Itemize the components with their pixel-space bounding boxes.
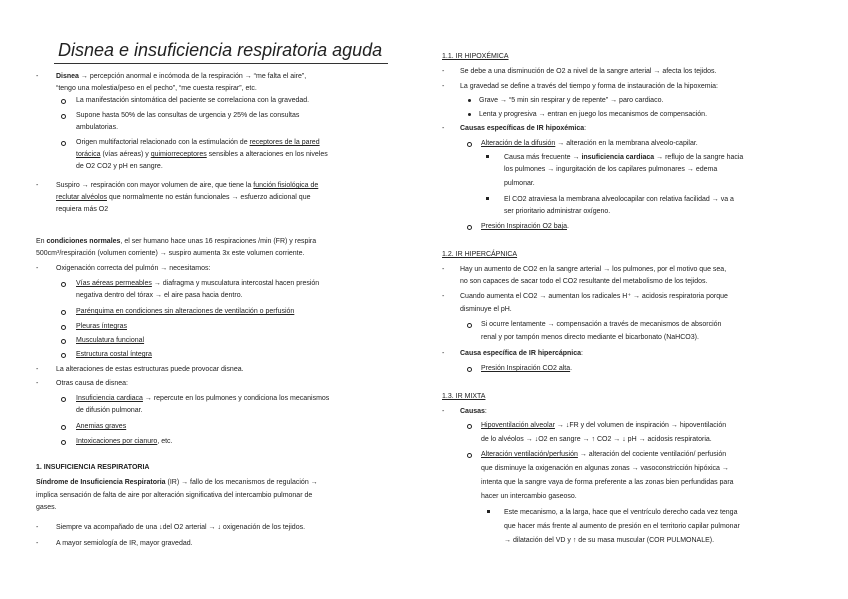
oxigenacion-line: Oxigenación correcta del pulmón → necesitamos: xyxy=(56,265,211,272)
hiperc-causa-line: Causa específica de IR hipercápnica: xyxy=(460,350,583,357)
disnea-sub-1: La manifestación sintomática del paciente se correlaciona con la gravedad. xyxy=(76,97,310,104)
vq-line-4: hacer un intercambio gaseoso. xyxy=(481,493,577,500)
alteraciones-line: La alteraciones de estas estructuras puede provocar disnea. xyxy=(56,366,244,373)
lentamente-line-1: Si ocurre lentamente → compensación a través de mecanismos de absorción xyxy=(481,321,722,328)
dash-bullet: - xyxy=(442,266,445,273)
disnea-sub-3a: Origen multifactorial relacionado con la estimulación de receptores de la pared xyxy=(76,139,320,146)
disnea-sub-3c: de O2 CO2 y pH en sangre. xyxy=(76,163,163,170)
title-underline xyxy=(54,63,388,64)
mecanismo-line-1: Este mecanismo, a la larga, hace que el ventrículo derecho cada vez tenga xyxy=(504,509,738,516)
vq-line-2: que disminuye la oxigenación en algunas zonas → vasoconstricción hipóxica → xyxy=(481,465,729,472)
hipovent-line-2: de lo alvéolos → ↓O2 en sangre → ↑ CO2 → ↓ pH → acidosis respiratoria. xyxy=(481,436,712,443)
hiperc-line-1: Hay un aumento de CO2 en la sangre arterial → los pulmones, por el motivo que sea, xyxy=(460,266,727,273)
dash-bullet: - xyxy=(442,68,445,75)
dash-bullet: - xyxy=(442,350,445,357)
dot-bullet xyxy=(468,99,471,102)
circle-bullet xyxy=(467,453,472,458)
hipox-line-2: La gravedad se define a través del tiempo y forma de instauración de la hipoxemia: xyxy=(460,83,718,90)
lentamente-line-2: renal y por tampón menos directo mediante el bicarbonato (NaHCO3). xyxy=(481,334,699,341)
hipox-causas-line: Causas específicas de IR hipoxémica: xyxy=(460,125,587,132)
circle-bullet xyxy=(61,353,66,358)
ir-bullet-2: A mayor semiología de IR, mayor gravedad. xyxy=(56,540,193,547)
vias-aereas-line-1: Vías aéreas permeables → diafragma y musculatura intercostal hacen presión xyxy=(76,280,320,287)
section-1-2-heading: 1.2. IR HIPERCÁPNICA xyxy=(442,251,518,258)
circle-bullet xyxy=(61,339,66,344)
dash-bullet: - xyxy=(36,366,39,373)
difusion-line: Alteración de la difusión → alteración en la membrana alveolo-capilar. xyxy=(481,140,698,147)
circle-bullet xyxy=(61,141,66,146)
suspiro-line-1: Suspiro → respiración con mayor volumen de aire, que tiene la función fisiológica de xyxy=(56,182,319,189)
pleuras-line: Pleuras íntegras xyxy=(76,323,127,330)
parenquima-line: Parénquima en condiciones sin alteraciones de ventilación o perfusión xyxy=(76,308,295,315)
disnea-line-2: “tengo una molestia/peso en el pecho”, “me cuesta respirar”, etc. xyxy=(56,85,257,92)
ir-line-2: implica sensación de falta de aire por alteración significativa del intercambio pulmonar de xyxy=(36,492,313,499)
hiperc-line-4: disminuye el pH. xyxy=(460,306,512,313)
circle-bullet xyxy=(61,397,66,402)
suspiro-line-2: reclutar alvéolos que normalmente no están funcionales → esfuerzo adicional que xyxy=(56,194,311,201)
normal-line-1: En condiciones normales, el ser humano hace unas 16 respiraciones /min (FR) y respira xyxy=(36,238,317,245)
presion-co2-line: Presión Inspiración CO2 alta. xyxy=(481,365,573,372)
dash-bullet: - xyxy=(442,83,445,90)
ir-line-1: Síndrome de Insuficiencia Respiratoria (IR) → fallo de los mecanismos de regulación → xyxy=(36,479,318,486)
causa-frecuente-line-1: Causa más frecuente → insuficiencia cardiaca → reflujo de la sangre hacia xyxy=(504,154,744,161)
dash-bullet: - xyxy=(442,293,445,300)
circle-bullet xyxy=(61,282,66,287)
co2-line-1: El CO2 atraviesa la membrana alveolocapilar con relativa facilidad → va a xyxy=(504,196,734,203)
musculatura-line: Musculatura funcional xyxy=(76,337,145,344)
disnea-sub-2a: Supone hasta 50% de las consultas de urgencia y 25% de las consultas xyxy=(76,112,300,119)
mecanismo-line-3: → dilatación del VD y ↑ de su masa muscular (COR PULMONALE). xyxy=(504,537,715,544)
disnea-sub-2b: ambulatorias. xyxy=(76,124,119,131)
circle-bullet xyxy=(467,367,472,372)
hiperc-line-2: no son capaces de sacar todo el CO2 resultante del metabolismo de los tejidos. xyxy=(460,278,708,285)
mecanismo-line-2: que hacer más frente al aumento de presión en el territorio capilar pulmonar xyxy=(504,523,740,530)
hipox-line-1: Se debe a una disminución de O2 a nivel de la sangre arterial → afecta los tejidos. xyxy=(460,68,717,75)
dash-bullet: - xyxy=(36,182,39,189)
section-1-1-heading: 1.1. IR HIPOXÉMICA xyxy=(442,53,509,60)
square-bullet xyxy=(486,155,489,158)
section-1-heading: 1. INSUFICIENCIA RESPIRATORIA xyxy=(36,464,150,471)
vq-line-3: intenta que la sangre vaya de forma preferente a las zonas bien perfundidas para xyxy=(481,479,734,486)
hipox-lenta-line: Lenta y progresiva → entran en juego los mecanismos de compensación. xyxy=(479,111,708,118)
hipox-grave-line: Grave → “5 min sin respirar y de repente” → paro cardiaco. xyxy=(479,97,664,104)
causa-frecuente-line-2: los pulmones → ingurgitación de los capilares pulmonares → edema xyxy=(504,166,718,173)
mixta-causas-line: Causas: xyxy=(460,408,487,415)
co2-line-2: ser prioritario administrar oxígeno. xyxy=(504,208,611,215)
vias-aereas-line-2: negativa dentro del tórax → el aire pasa hacia dentro. xyxy=(76,292,243,299)
suspiro-line-3: requiera más O2 xyxy=(56,206,109,213)
otras-causas-line: Otras causa de disnea: xyxy=(56,380,128,387)
ir-line-3: gases. xyxy=(36,504,57,511)
dot-bullet xyxy=(468,113,471,116)
page-title: Disnea e insuficiencia respiratoria aguda xyxy=(58,40,383,60)
circle-bullet xyxy=(467,424,472,429)
hipovent-line-1: Hipoventilación alveolar → ↓FR y del volumen de inspiración → hipoventilación xyxy=(481,422,727,429)
circle-bullet xyxy=(61,99,66,104)
dash-bullet: - xyxy=(36,73,39,80)
intoxicaciones-line: Intoxicaciones por cianuro, etc. xyxy=(76,438,173,445)
dash-bullet: - xyxy=(36,265,39,272)
causa-frecuente-line-3: pulmonar. xyxy=(504,180,535,187)
square-bullet xyxy=(486,197,489,200)
circle-bullet xyxy=(467,142,472,147)
dash-bullet: - xyxy=(442,408,445,415)
section-1-3-heading: 1.3. IR MIXTA xyxy=(442,393,486,400)
presion-o2-line: Presión Inspiración O2 baja. xyxy=(481,223,569,230)
circle-bullet xyxy=(61,114,66,119)
circle-bullet xyxy=(61,310,66,315)
disnea-line-1: Disnea → percepción anormal e incómoda de la respiración → “me falta el aire”, xyxy=(56,73,307,80)
vq-line-1: Alteración ventilación/perfusión → alteración del cociente ventilación/ perfusión xyxy=(481,451,727,458)
circle-bullet xyxy=(467,225,472,230)
dash-bullet: - xyxy=(36,540,39,547)
dash-bullet: - xyxy=(36,524,39,531)
normal-line-2: 500cm³/respiración (volumen corriente) → suspiro aumenta 3x este volumen corriente. xyxy=(36,250,305,257)
anemias-line: Anemias graves xyxy=(76,423,127,430)
dash-bullet: - xyxy=(442,125,445,132)
circle-bullet xyxy=(61,440,66,445)
dash-bullet: - xyxy=(36,380,39,387)
estructura-line: Estructura costal íntegra xyxy=(76,351,152,358)
insuf-cardiaca-line-2: de difusión pulmonar. xyxy=(76,407,143,414)
hiperc-line-3: Cuando aumenta el CO2 → aumentan los radicales H⁺ → acidosis respiratoria porque xyxy=(460,293,728,300)
circle-bullet xyxy=(467,323,472,328)
insuf-cardiaca-line-1: Insuficiencia cardiaca → repercute en los pulmones y condiciona los mecanismos xyxy=(76,395,330,402)
ir-bullet-1: Siempre va acompañado de una ↓del O2 arterial → ↓ oxigenación de los tejidos. xyxy=(56,524,306,531)
circle-bullet xyxy=(61,325,66,330)
square-bullet xyxy=(487,510,490,513)
disnea-sub-3b: torácica (vías aéreas) y quimiorreceptores sensibles a alteraciones en los niveles xyxy=(76,151,328,158)
circle-bullet xyxy=(61,425,66,430)
